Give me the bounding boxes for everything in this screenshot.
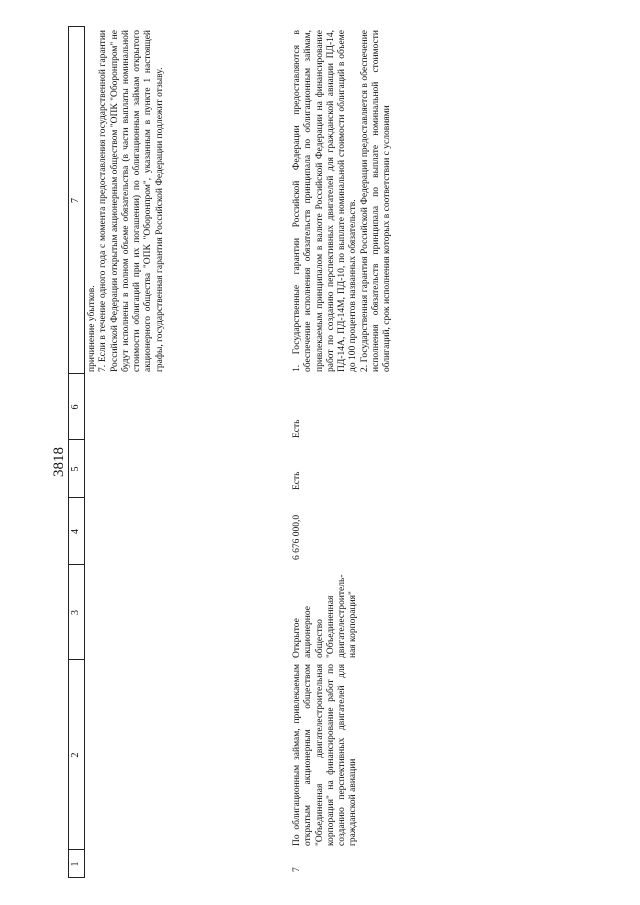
row-amount: 6 676 000,0 — [292, 514, 302, 560]
row-col6-value: Есть — [292, 419, 302, 438]
row-purpose: По облигационным займам, привлекаемым открытым акционерным обществом "Объединенная двигателестроительная корпорация" на финансирование работ по созданию перспективных двигателей для гражданской авиации — [292, 664, 359, 846]
column-header-5: 5 — [70, 466, 81, 472]
column-header-4: 4 — [70, 529, 81, 534]
row-principal: Открытое акционерное общество "Объединенная двигателестроитель-ная корпорация" — [292, 574, 359, 658]
row-number: 7 — [292, 867, 302, 872]
column-header-1: 1 — [70, 861, 81, 867]
page-number: 3818 — [51, 447, 67, 477]
column-header-6: 6 — [70, 404, 81, 410]
column-header-7: 7 — [70, 198, 81, 203]
budget-table — [68, 26, 608, 878]
row-col5-value: Есть — [292, 471, 302, 490]
column-header-3: 3 — [70, 610, 81, 615]
row-conditions: 1. Государственные гарантии Российской Федерации предоставляются в обеспечение исполнения обязательств принципала по облигационным займам, привлекаемым принципалом в валюте Российской Федерации на финансирование работ по созданию перспективных двигателей для гражданской авиации ПД-14, ПД-14А, ПД-14М, ПД-10, по выплате номинальной стоимости облигаций в объеме до 100 процентов названных обязательств. 2. Государственная гарантия Российской Федерации предоставляется в обеспечение исполнения обязательств принципала по выплате номинальной стоимости облигаций, срок исполнения которых в соответствии с условиями — [292, 30, 393, 372]
column-header-2: 2 — [70, 752, 81, 758]
previous-row-conditions: причинение убытков. 7. Если в течение одного года с момента предоставления государственной гарантии Российской Федерации открытым акционерным обществом "ОПК "Оборонпром" не будут исполнены в полном объеме обязательства (в части выплаты номинальной стоимости облигаций при их погашении) по облигационным займам открытого акционерного общества "ОПК "Оборонпром", указанным в пункте 1 настоящей графы, государственная гарантия Российской Федерации подлежит отзыву. — [87, 30, 165, 372]
table-header-border — [84, 26, 85, 878]
